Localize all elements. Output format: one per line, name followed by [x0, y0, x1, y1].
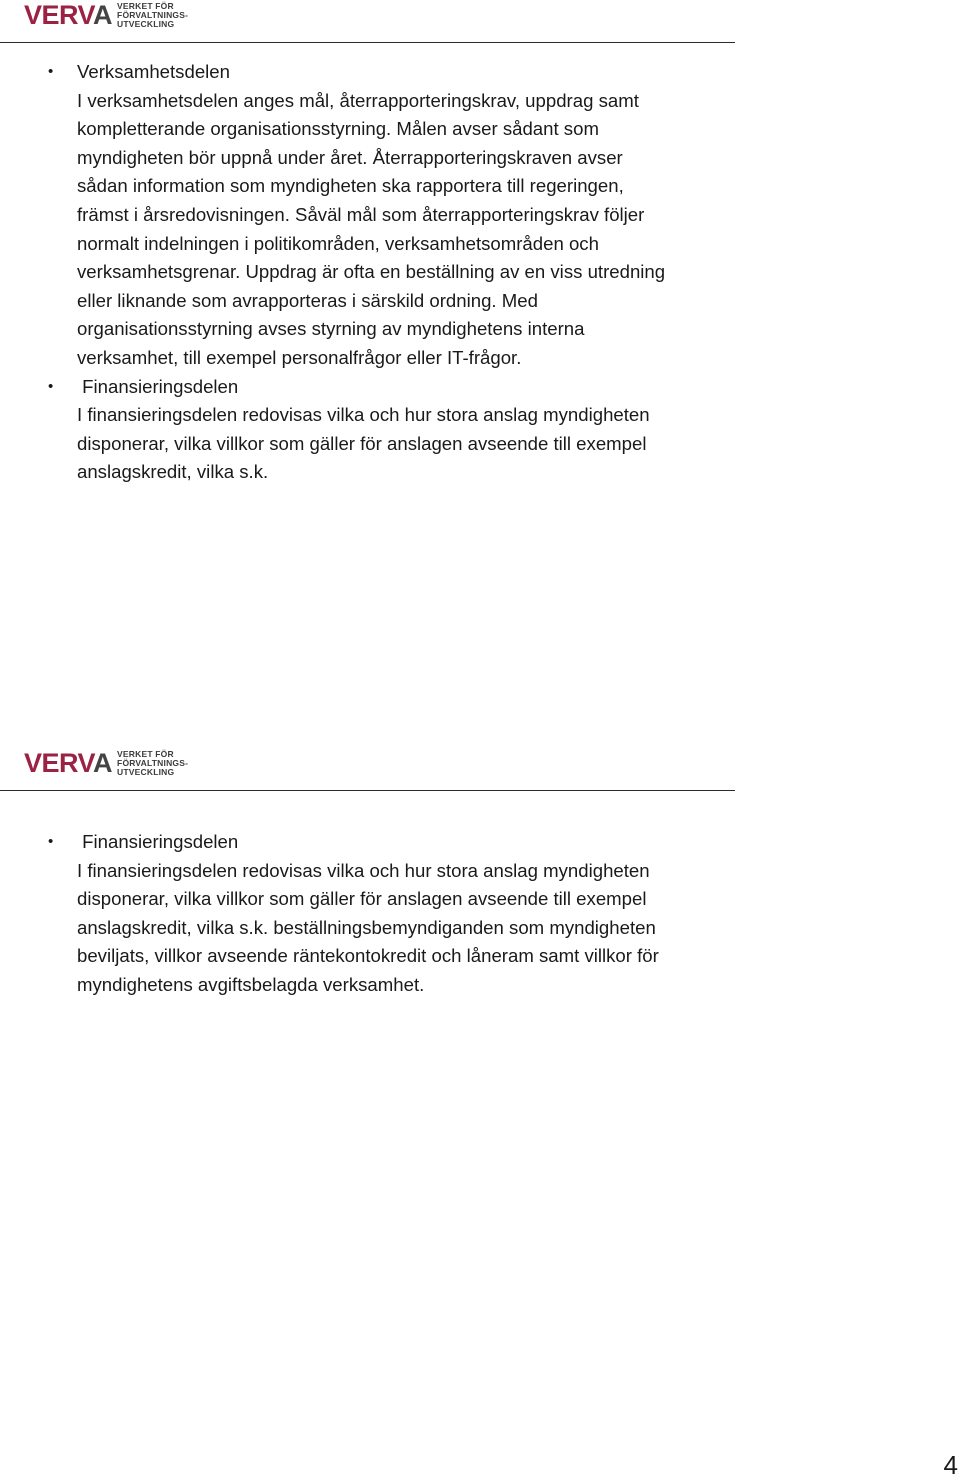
bullet-body: I finansieringsdelen redovisas vilka och hur stora anslag myndigheten disponerar, vilka villkor som gäller för anslagen avseende till exempel anslagskredit, vilka s.k. — [77, 404, 650, 483]
logo-tagline: VERKET FÖR FÖRVALTNINGS- UTVECKLING — [117, 0, 189, 29]
header-rule — [0, 790, 735, 791]
logo-tagline: VERKET FÖR FÖRVALTNINGS- UTVECKLING — [117, 748, 189, 777]
bullet-icon: • — [48, 377, 54, 395]
logo-wordmark: VERVA — [24, 747, 113, 778]
bullet-finansieringsdelen — [48, 828, 668, 1000]
slide-2 — [0, 740, 960, 1060]
header-rule — [0, 42, 735, 43]
bullet-finansieringsdelen — [48, 373, 668, 487]
slide-1-content — [48, 58, 668, 534]
bullet-verksamhetsdelen — [48, 58, 668, 373]
verva-logo — [24, 748, 188, 778]
bullet-heading: Finansieringsdelen — [77, 375, 239, 397]
bullet-heading: Verksamhetsdelen — [77, 61, 230, 82]
logo-wordmark: VERVA — [24, 0, 113, 30]
bullet-body: I finansieringsdelen redovisas vilka och hur stora anslag myndigheten disponerar, vilka villkor som gäller för anslagen avseende till exempel anslagskredit, vilka s.k. beställningsbemyndiganden som myndigheten beviljats, villkor avseende räntekontokredit och låneram samt villkor för myndighetens avgiftsbelagda verksamhet. — [77, 859, 659, 995]
bullet-icon: • — [48, 63, 54, 80]
bullet-body: I verksamhetsdelen anges mål, återrapporteringskrav, uppdrag samt kompletterande organisationsstyrning. Målen avser sådant som myndigheten bör uppnå under året. Återrapporteringskraven avser sådan information som myndigheten ska rapportera till regeringen, främst i årsredovisningen. Såväl mål som återrapporteringskrav följer normalt indelningen i politikområden, verksamhetsområden och verksamhetsgrenar. Uppdrag är ofta en beställning av en viss utredning eller liknande som avrapporteras i särskild ordning. Med organisationsstyrning avses styrning av myndighetens interna verksamhet, till exempel personalfrågor eller IT-frågor. — [77, 89, 666, 368]
bullet-icon: • — [48, 833, 54, 850]
bullet-heading: Finansieringsdelen — [77, 831, 239, 852]
slide-1 — [0, 0, 960, 540]
verva-logo — [24, 0, 188, 30]
slide-2-content — [48, 828, 668, 1000]
page-number: 4 — [943, 1450, 958, 1480]
